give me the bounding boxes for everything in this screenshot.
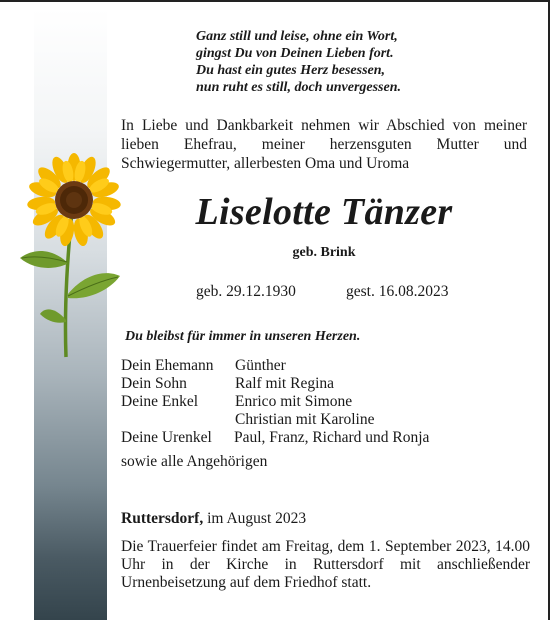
motto: Du bleibst für immer in unseren Herzen.: [125, 329, 361, 344]
other-relatives: sowie alle Angehörigen: [121, 453, 268, 470]
poem-line: Ganz still und leise, ohne ein Wort,: [196, 29, 398, 44]
place: Ruttersdorf,: [121, 510, 204, 527]
mourner-names: Christian mit Karoline: [235, 411, 375, 428]
poem: [196, 28, 456, 96]
mourner-role: Deine Enkel: [121, 393, 199, 410]
sunflower-icon: [16, 152, 126, 362]
mourner-names: Günther: [235, 357, 286, 374]
mourner-role: Dein Sohn: [121, 375, 187, 392]
mourner-row: [121, 375, 531, 393]
place-date-line: [121, 510, 306, 528]
birth-date: geb. 29.12.1930: [196, 283, 296, 300]
mourner-role: Dein Ehemann: [121, 357, 214, 374]
poem-line: Du hast ein gutes Herz besessen,: [196, 63, 386, 78]
deceased-name: Liselotte Tänzer: [195, 191, 453, 233]
mourner-row: [121, 393, 531, 411]
date: im August 2023: [207, 510, 307, 527]
mourner-role: Deine Urenkel: [121, 429, 212, 446]
maiden-name: geb. Brink: [292, 245, 356, 260]
funeral-info: Die Trauerfeier findet am Freitag, dem 1. September 2023, 14.00 Uhr in der Kirche in Ruttersdorf mit anschließender Urnenbeisetzung auf dem Friedhof statt.: [121, 538, 530, 591]
mourner-names: Enrico mit Simone: [235, 393, 353, 410]
death-date: gest. 16.08.2023: [346, 283, 449, 300]
mourner-names: Paul, Franz, Richard und Ronja: [234, 429, 430, 446]
poem-line: nun ruht es still, doch unvergessen.: [196, 80, 401, 95]
mourner-row: [121, 429, 531, 447]
mourners-list: [121, 357, 531, 447]
intro-text: In Liebe und Dankbarkeit nehmen wir Abschied von meiner lieben Ehefrau, meiner herzensguten Mutter und Schwiegermutter, allerbesten Oma und Uroma: [121, 117, 527, 172]
mourner-names: Ralf mit Regina: [235, 375, 335, 392]
mourner-row: [121, 357, 531, 375]
mourner-row: [121, 411, 531, 429]
poem-line: gingst Du von Deinen Lieben fort.: [196, 46, 394, 61]
top-border: [0, 0, 550, 2]
